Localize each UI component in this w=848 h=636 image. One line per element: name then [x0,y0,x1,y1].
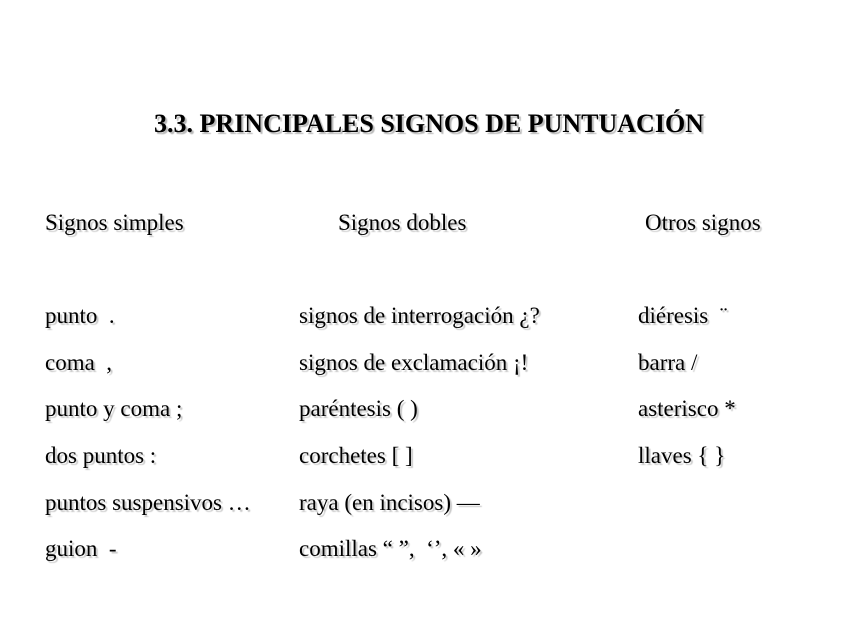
list-item: paréntesis ( ) [299,396,418,422]
list-item: comillas “ ”, ‘’, « » [299,536,482,562]
list-item: raya (en incisos) — [299,489,480,515]
list-item: asterisco * [638,396,736,422]
list-item: guion - [45,536,117,562]
list-item: diéresis ¨ [638,303,728,328]
other-signs-list [638,300,736,487]
column-header-simple-signs: Signos simples [45,210,184,235]
slide-title: 3.3. PRINCIPALES SIGNOS DE PUNTUACIÓN [154,109,704,138]
list-item: punto y coma ; [45,396,183,422]
simple-signs-list [45,300,251,580]
list-item: signos de interrogación ¿? [299,303,540,328]
list-item: coma , [45,349,113,375]
list-item: llaves { } [638,443,726,469]
list-item: dos puntos : [45,443,157,469]
column-header-double-signs: Signos dobles [338,210,467,235]
list-item: signos de exclamación ¡! [299,349,529,375]
column-header-other-signs: Otros signos [645,210,761,235]
list-item: corchetes [ ] [299,443,413,469]
list-item: barra / [638,349,698,375]
double-signs-list [299,300,540,580]
list-item: punto . [45,303,115,328]
list-item: puntos suspensivos … [45,489,251,515]
